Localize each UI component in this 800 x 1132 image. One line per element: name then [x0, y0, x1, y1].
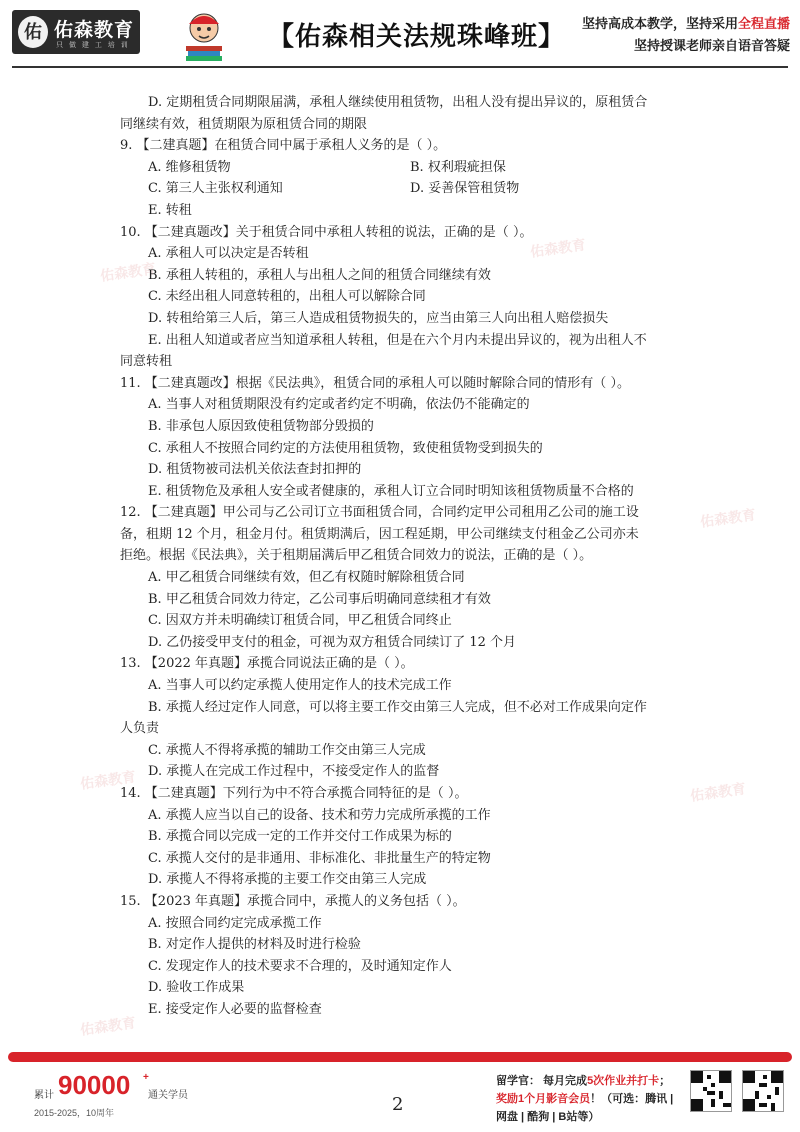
mascot-icon — [180, 6, 228, 62]
option-item: D. 租赁物被司法机关依法查封扣押的 — [148, 462, 362, 478]
promo-line-3: 网盘 | 酷狗 | B站等） — [496, 1111, 600, 1123]
question-line: 同意转租 — [120, 354, 173, 370]
option-item: D. 定期租赁合同期限届满，承租人继续使用租赁物，出租人没有提出异议的，原租赁合 — [148, 95, 648, 110]
stat-superscript: + — [143, 1072, 149, 1083]
option-item: C. 第三人主张权利通知 — [148, 181, 283, 197]
option-row — [120, 178, 700, 200]
watermark: 佑森教育 — [689, 780, 747, 804]
watermark: 佑森教育 — [699, 506, 757, 530]
question-line: 15. 【2023 年真题】承揽合同中，承揽人的义务包括（ ）。 — [120, 893, 466, 909]
option-item: C. 承租人不按照合同约定的方法使用租赁物，致使租赁物受到损失的 — [148, 440, 543, 456]
footer-years: 2015-2025，10周年 — [34, 1108, 115, 1118]
question-line: 拒绝。根据《民法典》，关于租期届满后甲乙租赁合同效力的说法，正确的是（ ）。 — [120, 548, 593, 564]
question-line: 14. 【二建真题】下列行为中不符合承揽合同特征的是（ ）。 — [120, 786, 468, 801]
page-number: 2 — [392, 1094, 404, 1115]
question-line: 人负责 — [120, 721, 160, 737]
option-item: B. 甲乙租赁合同效力待定，乙公司事后明确同意续租才有效 — [148, 591, 491, 607]
option-item: A. 维修租赁物 — [148, 159, 231, 175]
question-line: 11. 【二建真题改】根据《民法典》，租赁合同的承租人可以随时解除合同的情形有（ ）。 — [120, 375, 630, 391]
option-item: D. 乙仍接受甲支付的租金，可视为双方租赁合同续订了 12 个月 — [148, 634, 517, 650]
option-item: E. 出租人知道或者应当知道承租人转租，但是在六个月内未提出异议的，视为出租人不 — [148, 332, 647, 348]
option-item: C. 承揽人不得将承揽的辅助工作交由第三人完成 — [148, 742, 426, 758]
option-item: C. 未经出租人同意转租的，出租人可以解除合同 — [148, 289, 426, 305]
option-item: A. 当事人可以约定承揽人使用定作人的技术完成工作 — [148, 678, 452, 694]
logo-mark: 佑 — [18, 16, 48, 48]
option-item: B. 承揽人经过定作人同意，可以将主要工作交由第三人完成，但不必对工作成果向定作 — [148, 699, 647, 715]
logo-slogan: 只 做 建 工 培 训 — [56, 42, 130, 49]
option-item: D. 承揽人不得将承揽的主要工作交由第三人完成 — [148, 872, 427, 888]
header-slogan-2: 坚持授课老师亲自语音答疑 — [633, 38, 790, 53]
option-item: B. 权利瑕疵担保 — [410, 159, 506, 175]
option-item: D. 妥善保管租赁物 — [410, 181, 520, 197]
promo-line-1: 留学官： 每月完成5次作业并打卡； — [496, 1075, 671, 1087]
question-line: 10. 【二建真题改】关于租赁合同中承租人转租的说法，正确的是（ ）。 — [120, 224, 533, 240]
page-title: 【佑森相关法规珠峰班】 — [268, 21, 566, 51]
watermark: 佑森教育 — [529, 236, 587, 260]
option-item: C. 发现定作人的技术要求不合理的，及时通知定作人 — [148, 958, 452, 974]
option-item: A. 承租人可以决定是否转租 — [148, 246, 309, 262]
option-item: E. 转租 — [148, 202, 192, 218]
option-item: B. 对定作人提供的材料及时进行检验 — [148, 937, 361, 953]
option-item: B. 承揽合同以完成一定的工作并交付工作成果为标的 — [148, 829, 452, 845]
option-item: B. 非承包人原因致使租赁物部分毁损的 — [148, 418, 374, 434]
footer-band — [8, 1052, 792, 1062]
watermark: 佑森教育 — [99, 260, 157, 284]
option-item: C. 因双方并未明确续订租赁合同，甲乙租赁合同终止 — [148, 613, 452, 629]
option-item: D. 验收工作成果 — [148, 980, 245, 996]
question-line: 9. 【二建真题】在租赁合同中属于承租人义务的是（ ）。 — [120, 138, 447, 154]
option-item: B. 承租人转租的，承租人与出租人之间的租赁合同继续有效 — [148, 267, 491, 283]
stat-label: 累计 — [34, 1090, 54, 1101]
question-line: 同继续有效，租赁期限为原租赁合同的期限 — [120, 116, 368, 132]
logo-name: 佑森教育 — [54, 20, 135, 41]
option-item: E. 租赁物危及承租人安全或者健康的，承租人订立合同时明知该租赁物质量不合格的 — [148, 483, 634, 499]
header-divider — [12, 66, 788, 68]
watermark: 佑森教育 — [79, 1014, 137, 1038]
option-item: A. 当事人对租赁期限没有约定或者约定不明确，依法仍不能确定的 — [148, 397, 530, 413]
question-line: 备，租期 12 个月，租金月付。租赁期满后，因工程延期，甲公司继续支付租金乙公司亦未 — [120, 526, 639, 542]
page-header — [0, 0, 800, 70]
question-line: 12. 【二建真题】甲公司与乙公司订立书面租赁合同，合同约定甲公司租用乙公司的施工设 — [120, 505, 639, 521]
option-row — [120, 157, 700, 179]
option-item: E. 接受定作人必要的监督检查 — [148, 1001, 322, 1017]
option-item: D. 转租给第三人后，第三人造成租赁物损失的，应当由第三人向出租人赔偿损失 — [148, 310, 609, 326]
option-item: A. 甲乙租赁合同继续有效，但乙有权随时解除租赁合同 — [148, 570, 465, 586]
header-slogan-1: 坚持高成本教学，坚持采用全程直播 — [581, 16, 790, 31]
promo-line-2: 奖励1个月影音会员！（可选：腾讯 | — [496, 1093, 674, 1105]
watermark: 佑森教育 — [79, 768, 137, 792]
question-line: 13. 【2022 年真题】承揽合同说法正确的是（ ）。 — [120, 656, 414, 672]
qr-code-icon[interactable] — [690, 1070, 732, 1112]
option-item: C. 承揽人交付的是非通用、非标准化、非批量生产的特定物 — [148, 850, 491, 866]
option-item: A. 承揽人应当以自己的设备、技术和劳力完成所承揽的工作 — [148, 807, 491, 823]
option-item: A. 按照合同约定完成承揽工作 — [148, 915, 322, 931]
option-item: D. 承揽人在完成工作过程中，不接受定作人的监督 — [148, 764, 440, 780]
qr-code-icon[interactable] — [742, 1070, 784, 1112]
brand-logo — [12, 10, 140, 54]
stat-number: 90000 — [58, 1070, 131, 1100]
question-content — [120, 92, 700, 1021]
stat-suffix: 通关学员 — [148, 1090, 188, 1101]
